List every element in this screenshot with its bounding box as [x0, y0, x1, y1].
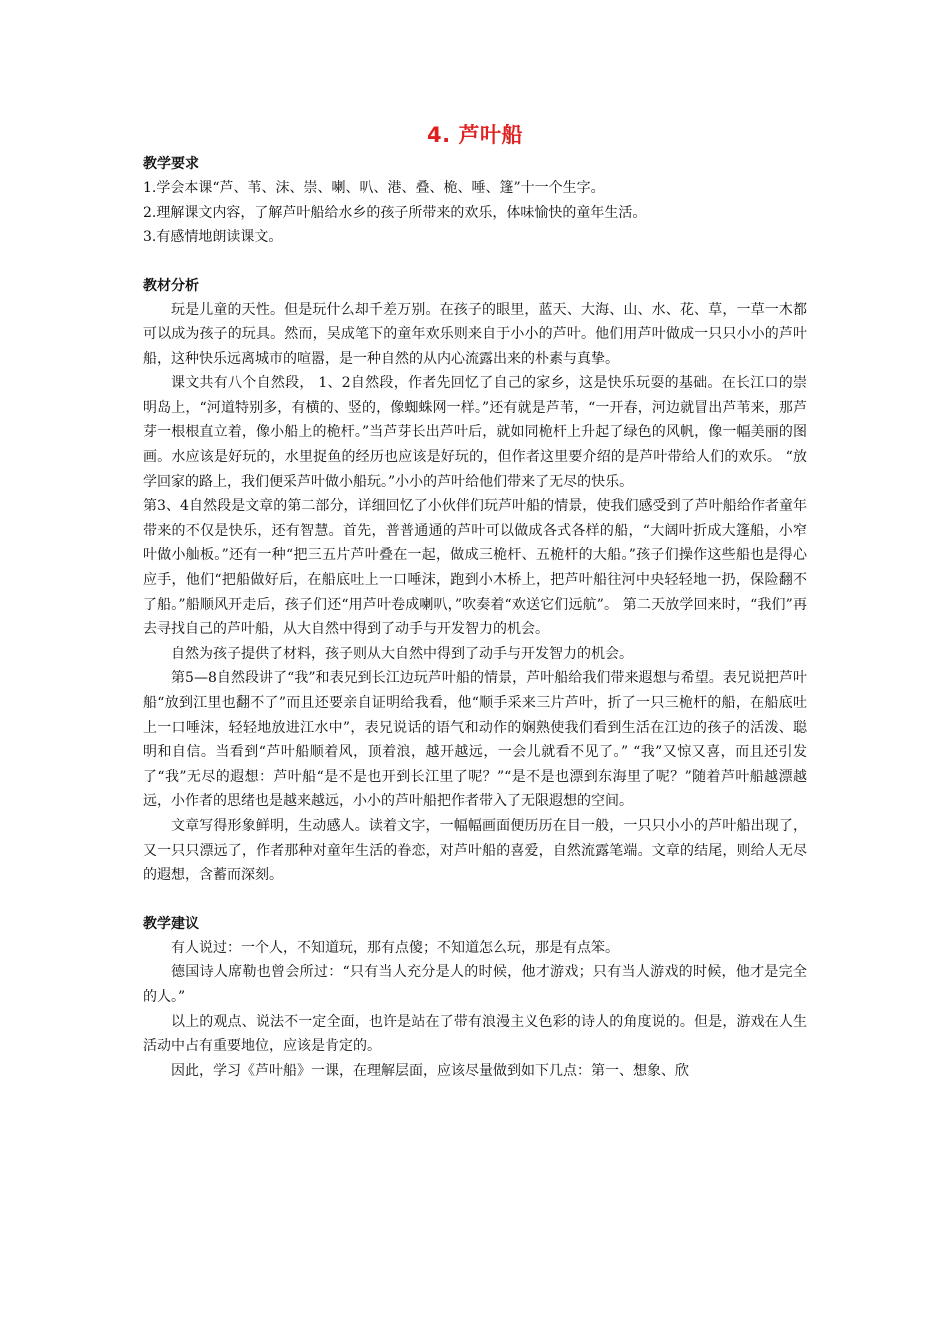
paragraph: 德国诗人席勒也曾会所过：“只有当人充分是人的时候，他才游戏；只有当人游戏的时候，他才是完全的人。” — [143, 964, 807, 1005]
section-spacer — [143, 888, 807, 912]
section-teaching-requirements — [143, 152, 807, 250]
section-teaching-suggestions — [143, 912, 807, 1084]
paragraph: 以上的观点、说法不一定全面，也许是站在了带有浪漫主义色彩的诗人的角度说的。但是，游戏在人生活动中占有重要地位，应该是肯定的。 — [143, 1013, 807, 1055]
section-spacer — [143, 250, 807, 274]
paragraph: 有人说过：一个人，不知道玩，那有点傻；不知道怎么玩，那是有点笨。 — [171, 939, 619, 956]
section-heading: 教材分析 — [143, 277, 199, 294]
paragraph: 第5—8自然段讲了“我”和表兄到长江边玩芦叶船的情景，芦叶船给我们带来遐想与希望。表兄说把芦叶船“放到江里也翻不了”而且还要亲自证明给我看，他“顺手采来三片芦叶，折了一只三桅杆的船，在船底吐上一口唾沫，轻轻地放进江水中”，表兄说话的语气和动作的娴熟使我们看到生活在江边的孩子的活泼、聪明和自信。当看到“芦叶船顺着风，顶着浪，越开越远，一会儿就看不见了。” “我”又惊又喜，而且还引发了“我”无尽的遐想：芦叶船“是不是也开到长江里了呢？”“是不是也漂到东海里了呢？”随着芦叶船越漂越远，小作者的思绪也是越来越远，小小的芦叶船把作者带入了无限遐想的空间。 — [143, 670, 807, 810]
paragraph: 课文共有八个自然段， 1、2自然段，作者先回忆了自己的家乡，这是快乐玩耍的基础。在长江口的崇明岛上，“河道特别多，有横的、竖的，像蜘蛛网一样。”还有就是芦苇，“一开春，河边就冒出芦苇来，那芦芽一根根直立着，像小船上的桅杆。”当芦芽长出芦叶后，就如同桅杆上升起了绿色的风帆，像一幅美丽的图画。水应该是好玩的，水里捉鱼的经历也应该是好玩的，但作者这里要介绍的是芦叶带给人们的欢乐。 “放学回家的路上，我们便采芦叶做小船玩。”小小的芦叶给他们带来了无尽的快乐。 — [143, 375, 807, 490]
paragraph: 自然为孩子提供了材料，孩子则从大自然中得到了动手与开发智力的机会。 — [171, 645, 633, 662]
section-heading: 教学建议 — [143, 915, 199, 932]
paragraph: 玩是儿童的天性。但是玩什么却千差万别。在孩子的眼里，蓝天、大海、山、水、花、草，一草一木都可以成为孩子的玩具。然而，吴成笔下的童年欢乐则来自于小小的芦叶。他们用芦叶做成一只只小小的芦叶船，这种快乐远离城市的喧嚣，是一种自然的从内心流露出来的朴素与真挚。 — [143, 301, 807, 367]
document-page — [143, 120, 807, 1083]
paragraph: 因此，学习《芦叶船》一课，在理解层面，应该尽量做到如下几点：第一、想象、欣 — [171, 1062, 689, 1079]
document-title: 4. 芦叶船 — [427, 123, 523, 147]
requirement-item: 1.学会本课“芦、苇、沫、崇、喇、叭、港、叠、桅、唾、篷”十一个生字。 — [143, 180, 605, 196]
section-material-analysis — [143, 274, 807, 888]
requirement-item: 3.有感情地朗读课文。 — [143, 229, 283, 245]
requirement-item: 2.理解课文内容，了解芦叶船给水乡的孩子所带来的欢乐，体味愉快的童年生活。 — [143, 204, 647, 221]
paragraph: 第3、4自然段是文章的第二部分，详细回忆了小伙伴们玩芦叶船的情景，使我们感受到了芦叶船给作者童年带来的不仅是快乐，还有智慧。首先，普普通通的芦叶可以做成各式各样的船，“大阔叶折成大篷船，小窄叶做小舢板。”还有一种“把三五片芦叶叠在一起，做成三桅杆、五桅杆的大船。”孩子们操作这些船也是得心应手，他们“把船做好后，在船底吐上一口唾沫，跑到小木桥上，把芦叶船往河中央轻轻地一扔，保险翻不了船。”船顺风开走后，孩子们还“用芦叶卷成喇叭，”吹奏着“欢送它们远航”。 第二天放学回来时，“我们”再去寻找自己的芦叶船，从大自然中得到了动手与开发智力的机会。 — [143, 498, 807, 638]
section-heading: 教学要求 — [143, 156, 199, 172]
paragraph: 文章写得形象鲜明，生动感人。读着文字，一幅幅画面便历历在目一般，一只只小小的芦叶船出现了，又一只只漂远了，作者那种对童年生活的眷恋，对芦叶船的喜爱，自然流露笔端。文章的结尾，则给人无尽的遐想，含蓄而深刻。 — [143, 817, 807, 884]
